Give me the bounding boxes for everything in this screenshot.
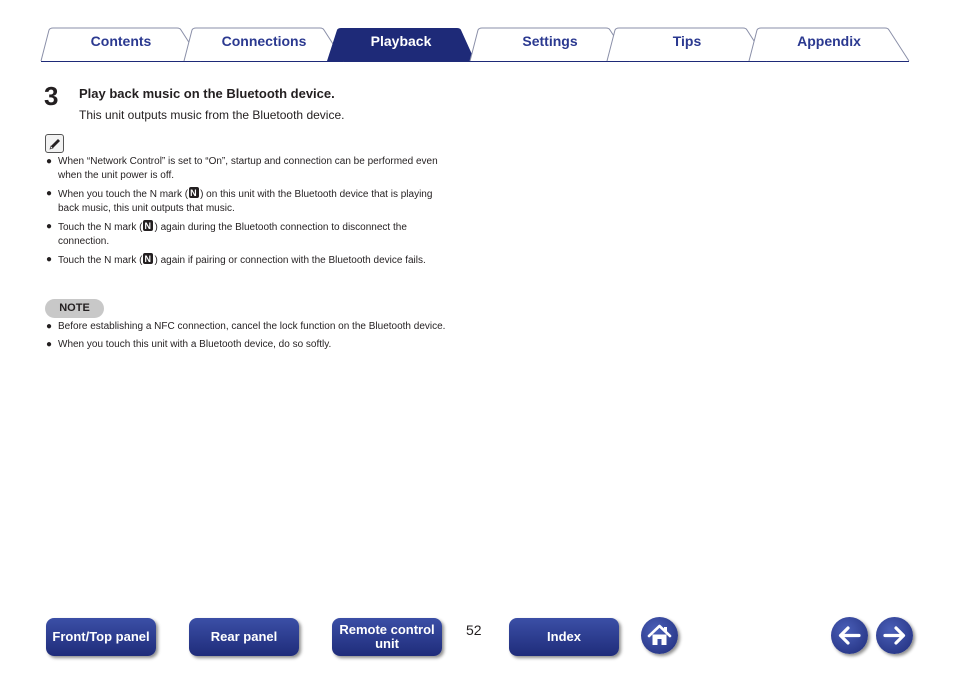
memo-list	[46, 155, 456, 272]
list-item: ● When you touch this unit with a Bluetooth device, do so softly.	[46, 339, 332, 350]
tab-label: Connections	[221, 33, 307, 49]
n-mark-icon	[143, 253, 153, 264]
step-number: 3	[44, 81, 59, 111]
step-title: Play back music on the Bluetooth device.	[79, 86, 335, 101]
tab-settings[interactable]	[470, 28, 630, 61]
remote-control-unit-button[interactable]: Remote control unit	[332, 618, 442, 656]
note-badge: NOTE	[45, 299, 104, 318]
rear-panel-button[interactable]: Rear panel	[189, 618, 299, 656]
index-button[interactable]: Index	[509, 618, 619, 656]
pencil-icon	[45, 134, 64, 153]
list-item: ● Touch the N mark (N ) again during the Bluetooth connection to disconnect the connection.	[46, 220, 456, 249]
arrow-right-icon[interactable]	[876, 617, 913, 654]
n-mark-icon	[189, 187, 199, 198]
tab-label: Tips	[672, 33, 702, 49]
tab-contents[interactable]	[41, 28, 201, 61]
list-item: ● When you touch the N mark (N ) on this unit with the Bluetooth device that is playing back music, this unit outputs that music.	[46, 187, 456, 216]
tab-tips[interactable]	[607, 28, 767, 61]
list-item: ● Touch the N mark (N ) again if pairing or connection with the Bluetooth device fails.	[46, 253, 456, 268]
tab-label: Appendix	[797, 33, 861, 49]
list-item: ● Before establishing a NFC connection, cancel the lock function on the Bluetooth device.	[46, 321, 446, 332]
n-mark-icon	[143, 220, 153, 231]
tab-bar	[0, 0, 954, 64]
list-item: ● When “Network Control” is set to “On”, startup and connection can be performed even when the unit power is off.	[46, 156, 438, 181]
tab-playback[interactable]	[327, 28, 475, 61]
page-number: 52	[466, 622, 482, 638]
tab-label: Contents	[90, 33, 152, 49]
front-top-panel-button[interactable]: Front/Top panel	[46, 618, 156, 656]
step-description: This unit outputs music from the Bluetooth device.	[79, 108, 345, 122]
tab-connections[interactable]	[184, 28, 344, 61]
arrow-left-icon[interactable]	[831, 617, 868, 654]
home-icon[interactable]	[641, 617, 678, 654]
tab-label: Playback	[370, 33, 432, 49]
tab-appendix[interactable]	[749, 28, 909, 61]
note-list	[46, 320, 456, 356]
tab-label: Settings	[522, 33, 578, 49]
